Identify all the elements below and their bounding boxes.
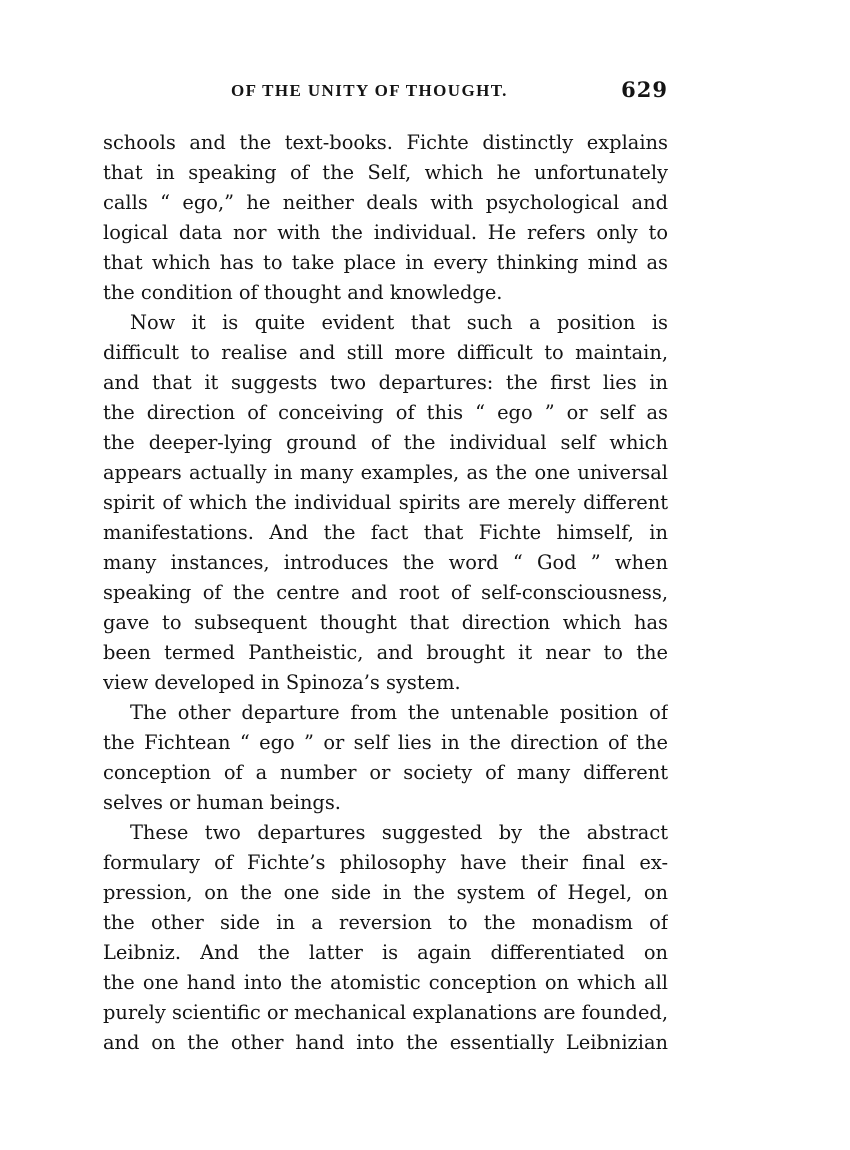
text-line: speaking of the centre and root of self-consciousness, xyxy=(103,581,668,604)
text-line: manifestations. And the fact that Fichte himself, in xyxy=(103,521,668,544)
text-line: and on the other hand into the essentially Leibnizian xyxy=(103,1031,668,1054)
text-line: selves or human beings. xyxy=(103,791,341,814)
text-line: These two departures suggested by the abstract xyxy=(130,821,668,844)
text-line: difficult to realise and still more difficult to maintain, xyxy=(103,341,668,364)
text-line: pression, on the one side in the system of Hegel, on xyxy=(103,881,668,904)
text-line: formulary of Fichte’s philosophy have their final ex- xyxy=(103,851,668,874)
text-line: the condition of thought and knowledge. xyxy=(103,281,503,304)
text-line: the deeper-lying ground of the individual self which xyxy=(103,431,668,454)
text-line: schools and the text-books. Fichte distinctly explains xyxy=(103,131,668,154)
running-title: OF THE UNITY OF THOUGHT. xyxy=(231,81,508,100)
text-line: conception of a number or society of many different xyxy=(103,761,668,784)
text-line: logical data nor with the individual. He refers only to xyxy=(103,221,668,244)
text-line: spirit of which the individual spirits are merely different xyxy=(103,491,668,514)
text-line: the direction of conceiving of this “ ego ” or self as xyxy=(103,401,668,424)
text-line: purely scientific or mechanical explanations are founded, xyxy=(103,1001,668,1024)
text-line: the other side in a reversion to the monadism of xyxy=(103,911,668,934)
text-line: gave to subsequent thought that direction which has xyxy=(103,611,668,634)
text-line: that which has to take place in every thinking mind as xyxy=(103,251,668,274)
text-line: Leibniz. And the latter is again differentiated on xyxy=(103,941,668,964)
text-line: and that it suggests two departures: the first lies in xyxy=(103,371,668,394)
page-number: 629 xyxy=(621,77,668,102)
text-line: the one hand into the atomistic conception on which all xyxy=(103,971,668,994)
text-line: many instances, introduces the word “ God ” when xyxy=(103,551,668,574)
text-line: been termed Pantheistic, and brought it near to the xyxy=(103,641,668,664)
text-line: that in speaking of the Self, which he unfortunately xyxy=(103,161,668,184)
text-line: calls “ ego,” he neither deals with psychological and xyxy=(103,191,668,214)
text-line: view developed in Spinoza’s system. xyxy=(103,671,461,694)
text-line: the Fichtean “ ego ” or self lies in the direction of the xyxy=(103,731,668,754)
text-line: Now it is quite evident that such a position is xyxy=(130,311,668,334)
text-line: The other departure from the untenable position of xyxy=(130,701,668,724)
text-line: appears actually in many examples, as the one universal xyxy=(103,461,668,484)
running-head xyxy=(103,77,668,110)
body-text xyxy=(103,128,668,1058)
